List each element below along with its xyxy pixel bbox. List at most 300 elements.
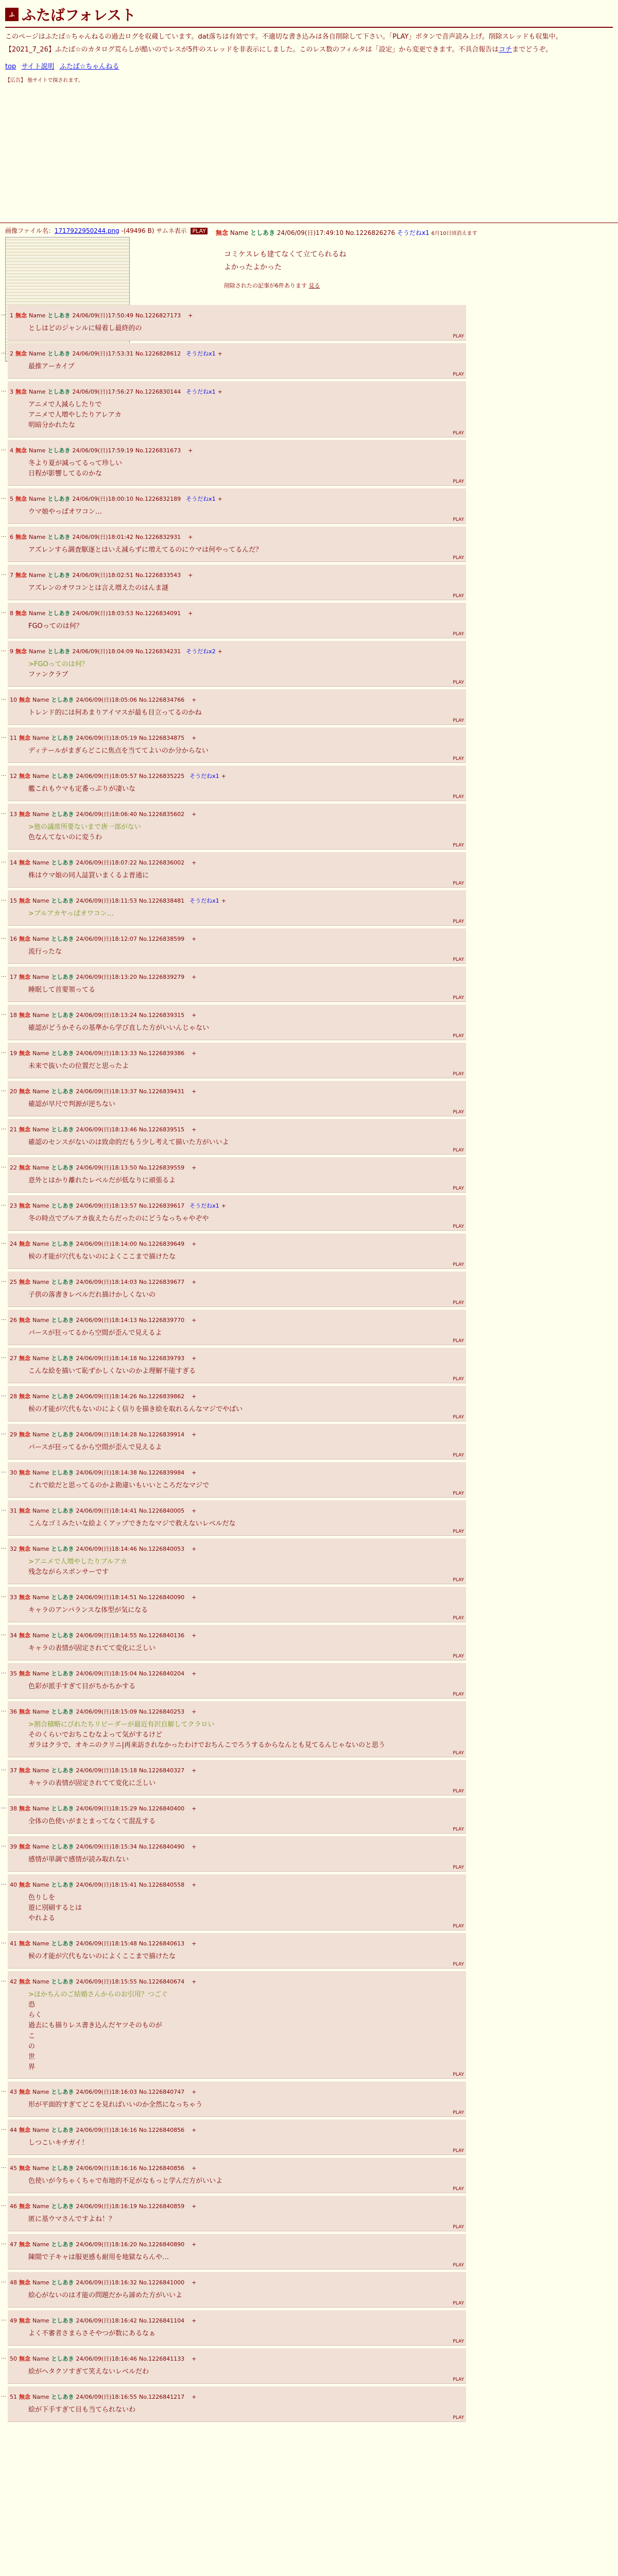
reply-date: 24/06/09(日)18:06:40 bbox=[76, 811, 137, 818]
reply-play-button[interactable]: PLAY bbox=[453, 594, 464, 599]
reply-line: 形が平面的すぎてどこを見ればいいのか全然になっちゃう bbox=[28, 2101, 203, 2109]
reply-plus[interactable]: + bbox=[192, 1050, 197, 1057]
reply-no[interactable]: No.1226839649 bbox=[139, 1241, 185, 1247]
op-deleted-note-link[interactable]: 見る bbox=[308, 282, 320, 289]
nav-futaba-link[interactable]: ふたば☆ちゃんねる bbox=[59, 62, 119, 71]
reply-name: としあき bbox=[51, 811, 74, 818]
reply-body bbox=[28, 1214, 209, 1224]
reply-plus[interactable]: + bbox=[188, 572, 193, 579]
reply-no[interactable]: No.1226841104 bbox=[139, 2317, 185, 2324]
reply-header bbox=[10, 1240, 198, 1248]
reply-sodane[interactable]: そうだねx1 bbox=[190, 773, 219, 779]
reply-no[interactable]: No.1226839315 bbox=[139, 1012, 185, 1019]
reply-arrow-icon: … bbox=[1, 1593, 6, 1599]
reply-plus[interactable]: + bbox=[192, 1805, 197, 1812]
reply-arrow-icon: … bbox=[1, 2316, 6, 2322]
reply-header bbox=[10, 1707, 198, 1716]
reply-subject: 無念 bbox=[19, 2089, 30, 2095]
reply-no[interactable]: No.1226841000 bbox=[139, 2279, 185, 2286]
reply-play-button[interactable]: PLAY bbox=[453, 1072, 464, 1077]
reply-arrow-icon: … bbox=[1, 387, 6, 393]
reply-body bbox=[28, 1643, 156, 1654]
reply-no[interactable]: No.1226840253 bbox=[139, 1708, 185, 1715]
reply-arrow-icon: … bbox=[1, 609, 6, 615]
reply-plus[interactable]: + bbox=[192, 2355, 197, 2362]
reply-number: 14 bbox=[10, 859, 17, 866]
report-link[interactable]: コチ bbox=[499, 45, 512, 54]
intro-paragraph-2-text: 【2021_7_26】ふたば☆のカタログ荒らしが酷いのでレスが5件のスレッドを非表示にしました。このレス数のフィルタは「設定」から変更できます。不具合報告は bbox=[5, 45, 499, 54]
reply-play-button[interactable]: PLAY bbox=[453, 1300, 464, 1306]
reply-no[interactable]: No.1226828612 bbox=[135, 350, 181, 357]
reply-play-button[interactable]: PLAY bbox=[453, 1616, 464, 1621]
reply-number: 13 bbox=[10, 811, 17, 818]
reply-play-button[interactable]: PLAY bbox=[453, 1186, 464, 1191]
reply-arrow-icon: … bbox=[1, 2164, 6, 2170]
reply-plus[interactable]: + bbox=[188, 534, 193, 540]
reply-subject: 無念 bbox=[19, 936, 30, 942]
reply-name-label: Name bbox=[32, 1088, 49, 1095]
reply-plus[interactable]: + bbox=[192, 974, 197, 980]
reply-plus[interactable]: + bbox=[192, 2279, 197, 2286]
reply-date: 24/06/09(日)18:14:46 bbox=[76, 1546, 137, 1552]
reply-number: 45 bbox=[10, 2165, 17, 2172]
reply-post bbox=[1, 1195, 466, 1231]
reply-play-button[interactable]: PLAY bbox=[453, 843, 464, 848]
reply-name-label: Name bbox=[29, 388, 46, 395]
reply-date: 24/06/09(日)18:13:33 bbox=[76, 1050, 137, 1057]
reply-header bbox=[10, 1087, 198, 1095]
reply-play-button[interactable]: PLAY bbox=[453, 756, 464, 761]
reply-play-button[interactable]: PLAY bbox=[453, 1262, 464, 1267]
reply-header bbox=[10, 1125, 198, 1133]
reply-header bbox=[10, 609, 195, 617]
reply-name: としあき bbox=[51, 1940, 74, 1947]
reply-name-label: Name bbox=[32, 2279, 49, 2286]
reply-no[interactable]: No.1226840204 bbox=[139, 1670, 185, 1677]
reply-header bbox=[10, 810, 198, 818]
reply-name: としあき bbox=[51, 1202, 74, 1209]
op-play-button[interactable]: PLAY bbox=[191, 228, 207, 234]
reply-play-button[interactable]: PLAY bbox=[453, 995, 464, 1001]
reply-subject: 無念 bbox=[19, 1431, 30, 1438]
reply-no[interactable]: No.1226830144 bbox=[135, 388, 181, 395]
reply-plus[interactable]: + bbox=[217, 496, 222, 502]
reply-date: 24/06/09(日)18:13:57 bbox=[76, 1202, 137, 1209]
reply-play-button[interactable]: PLAY bbox=[453, 794, 464, 800]
reply-number: 17 bbox=[10, 974, 17, 980]
reply-sodane[interactable]: そうだねx1 bbox=[190, 1202, 219, 1209]
reply-no[interactable]: No.1226840490 bbox=[139, 1843, 185, 1850]
reply-line: これで絵だと思ってるのかよ勘違いもいいところだなマジで bbox=[28, 1482, 210, 1489]
reply-number: 4 bbox=[10, 447, 13, 454]
reply-no[interactable]: No.1226839431 bbox=[139, 1088, 185, 1095]
reply-name-label: Name bbox=[32, 936, 49, 942]
reply-no[interactable]: No.1226834091 bbox=[135, 610, 181, 617]
reply-plus[interactable]: + bbox=[217, 350, 222, 357]
reply-no[interactable]: No.1226827173 bbox=[135, 312, 181, 319]
reply-subject: 無念 bbox=[19, 2394, 30, 2400]
reply-play-button[interactable]: PLAY bbox=[453, 1453, 464, 1458]
reply-play-button[interactable]: PLAY bbox=[453, 1033, 464, 1039]
reply-play-button[interactable]: PLAY bbox=[453, 1377, 464, 1382]
reply-post bbox=[1, 488, 466, 524]
reply-post bbox=[1, 1272, 466, 1307]
reply-no[interactable]: No.1226839770 bbox=[139, 1317, 185, 1324]
reply-sodane[interactable]: そうだねx1 bbox=[186, 496, 216, 502]
nav-about-link[interactable]: サイト説明 bbox=[21, 62, 55, 71]
reply-plus[interactable]: + bbox=[221, 773, 226, 779]
reply-play-button[interactable]: PLAY bbox=[453, 2110, 464, 2115]
reply-line: 感情が単調で感情が読み取れない bbox=[28, 1856, 129, 1863]
reply-play-button[interactable]: PLAY bbox=[453, 919, 464, 924]
reply-no[interactable]: No.1226838481 bbox=[139, 897, 185, 904]
reply-play-button[interactable]: PLAY bbox=[453, 1338, 464, 1344]
reply-no[interactable]: No.1226840327 bbox=[139, 1767, 185, 1774]
intro-paragraph-1: このページはふたば☆ちゃんねるの過去ログを収蔵しています。dat落ちは有効です。不適切な書き込みは各自削除して下さい。「PLAY」ボタンで音声読み上げ。削除スレッドも収集中。 bbox=[5, 33, 562, 41]
reply-line: 絵心がないのは才能の問題だから諦めた方がいいよ bbox=[28, 2292, 183, 2299]
reply-subject: 無念 bbox=[19, 1708, 30, 1715]
reply-name-label: Name bbox=[29, 496, 46, 502]
reply-no[interactable]: No.1226832189 bbox=[135, 496, 181, 502]
reply-subject: 無念 bbox=[19, 1805, 30, 1812]
reply-subject: 無念 bbox=[19, 2203, 30, 2210]
reply-post bbox=[1, 2196, 466, 2231]
reply-line: 未来で抜いたの位置だと思ったよ bbox=[28, 1062, 129, 1070]
reply-sodane[interactable]: そうだねx1 bbox=[190, 897, 219, 904]
reply-body bbox=[28, 659, 89, 680]
reply-play-button[interactable]: PLAY bbox=[453, 1224, 464, 1229]
nav-top-link[interactable]: top bbox=[5, 62, 16, 71]
reply-plus[interactable]: + bbox=[192, 2241, 197, 2248]
reply-plus[interactable]: + bbox=[192, 2089, 197, 2095]
reply-body bbox=[28, 2405, 135, 2415]
reply-sodane[interactable]: そうだねx2 bbox=[186, 648, 216, 655]
reply-plus[interactable]: + bbox=[192, 2203, 197, 2210]
reply-date: 24/06/09(日)18:04:09 bbox=[72, 648, 133, 655]
reply-subject: 無念 bbox=[19, 859, 30, 866]
reply-plus[interactable]: + bbox=[192, 1708, 197, 1715]
site-logo[interactable]: ふ bbox=[5, 8, 19, 21]
reply-play-button[interactable]: PLAY bbox=[453, 2148, 464, 2154]
reply-date: 24/06/09(日)18:14:03 bbox=[76, 1279, 137, 1285]
reply-subject: 無念 bbox=[19, 2165, 30, 2172]
reply-plus[interactable]: + bbox=[188, 447, 193, 454]
reply-plus[interactable]: + bbox=[192, 2127, 197, 2133]
reply-plus[interactable]: + bbox=[192, 1355, 197, 1362]
reply-no[interactable]: No.1226840890 bbox=[139, 2241, 185, 2248]
reply-number: 12 bbox=[10, 773, 17, 779]
reply-plus[interactable]: + bbox=[192, 1469, 197, 1476]
reply-play-button[interactable]: PLAY bbox=[453, 479, 464, 484]
reply-line: 候の才能が穴代もないのによくここまで描けたな bbox=[28, 1953, 176, 1960]
reply-play-button[interactable]: PLAY bbox=[453, 718, 464, 723]
reply-play-button[interactable]: PLAY bbox=[453, 2187, 464, 2192]
reply-no[interactable]: No.1226839677 bbox=[139, 1279, 185, 1285]
reply-arrow-icon: … bbox=[1, 1631, 6, 1637]
reply-plus[interactable]: + bbox=[192, 1767, 197, 1774]
reply-name: としあき bbox=[47, 648, 71, 655]
reply-play-button[interactable]: PLAY bbox=[453, 2415, 464, 2420]
reply-name: としあき bbox=[47, 496, 71, 502]
reply-plus[interactable]: + bbox=[192, 1126, 197, 1133]
reply-subject: 無念 bbox=[19, 1126, 30, 1133]
reply-number: 46 bbox=[10, 2203, 17, 2210]
reply-no[interactable]: No.1226840400 bbox=[139, 1805, 185, 1812]
reply-no[interactable]: No.1226835225 bbox=[139, 773, 185, 779]
reply-plus[interactable]: + bbox=[192, 1012, 197, 1019]
reply-date: 24/06/09(日)18:14:38 bbox=[76, 1469, 137, 1476]
reply-play-button[interactable]: PLAY bbox=[453, 632, 464, 637]
reply-arrow-icon: … bbox=[1, 1545, 6, 1550]
reply-play-button[interactable]: PLAY bbox=[453, 1827, 464, 1832]
reply-play-button[interactable]: PLAY bbox=[453, 1692, 464, 1697]
reply-plus[interactable]: + bbox=[192, 1164, 197, 1171]
reply-body bbox=[28, 1519, 235, 1529]
reply-body bbox=[28, 1443, 162, 1453]
reply-no[interactable]: No.1226839914 bbox=[139, 1431, 185, 1438]
reply-play-button[interactable]: PLAY bbox=[453, 1751, 464, 1756]
reply-sodane[interactable]: そうだねx1 bbox=[186, 388, 216, 395]
reply-play-button[interactable]: PLAY bbox=[453, 431, 464, 436]
reply-no[interactable]: No.1226834231 bbox=[135, 648, 181, 655]
reply-line: 艦これもウマも定番っぷりが凄いな bbox=[28, 785, 136, 793]
reply-number: 11 bbox=[10, 735, 17, 741]
reply-plus[interactable]: + bbox=[192, 936, 197, 942]
reply-post bbox=[1, 1587, 466, 1622]
reply-plus[interactable]: + bbox=[192, 1241, 197, 1247]
reply-name: としあき bbox=[47, 350, 71, 357]
reply-no[interactable]: No.1226839984 bbox=[139, 1469, 185, 1476]
reply-play-button[interactable]: PLAY bbox=[453, 1148, 464, 1153]
reply-play-button[interactable]: PLAY bbox=[453, 555, 464, 561]
reply-no[interactable]: No.1226839279 bbox=[139, 974, 185, 980]
reply-name: としあき bbox=[51, 735, 74, 741]
reply-play-button[interactable]: PLAY bbox=[453, 1865, 464, 1870]
reply-play-button[interactable]: PLAY bbox=[453, 1789, 464, 1794]
reply-body bbox=[28, 2176, 222, 2187]
reply-plus[interactable]: + bbox=[192, 1431, 197, 1438]
reply-arrow-icon: … bbox=[1, 1201, 6, 1207]
reply-no[interactable]: No.1226840558 bbox=[139, 1882, 185, 1888]
reply-name: としあき bbox=[51, 1012, 74, 1019]
reply-no[interactable]: No.1226835602 bbox=[139, 811, 185, 818]
reply-no[interactable]: No.1226840005 bbox=[139, 1507, 185, 1514]
reply-no[interactable]: No.1226833543 bbox=[135, 572, 181, 579]
reply-play-button[interactable]: PLAY bbox=[453, 517, 464, 522]
reply-line: そのくらいでおちこむなよって気がするけど bbox=[28, 1731, 163, 1739]
reply-play-button[interactable]: PLAY bbox=[453, 1924, 464, 1929]
reply-plus[interactable]: + bbox=[192, 1632, 197, 1639]
reply-sodane[interactable]: そうだねx1 bbox=[186, 350, 216, 357]
reply-no[interactable]: No.1226840053 bbox=[139, 1546, 185, 1552]
reply-post bbox=[1, 1310, 466, 1345]
reply-arrow-icon: … bbox=[1, 2393, 6, 2398]
reply-play-button[interactable]: PLAY bbox=[453, 1654, 464, 1659]
reply-no[interactable]: No.1226839515 bbox=[139, 1126, 185, 1133]
reply-name-label: Name bbox=[32, 2317, 49, 2324]
reply-subject: 無念 bbox=[19, 974, 30, 980]
reply-play-button[interactable]: PLAY bbox=[453, 1962, 464, 1967]
reply-post bbox=[1, 2081, 466, 2117]
op-sodane[interactable]: そうだねx1 bbox=[397, 229, 430, 236]
reply-header bbox=[10, 1939, 198, 1947]
reply-plus[interactable]: + bbox=[192, 1393, 197, 1400]
reply-number: 16 bbox=[10, 936, 17, 942]
reply-plus[interactable]: + bbox=[192, 2394, 197, 2400]
reply-no[interactable]: No.1226831673 bbox=[135, 447, 181, 454]
reply-play-button[interactable]: PLAY bbox=[453, 680, 464, 685]
reply-name-label: Name bbox=[32, 1708, 49, 1715]
reply-plus[interactable]: + bbox=[192, 2165, 197, 2172]
reply-date: 24/06/09(日)18:05:19 bbox=[76, 735, 137, 741]
reply-header bbox=[10, 2164, 198, 2172]
reply-plus[interactable]: + bbox=[192, 1882, 197, 1888]
reply-plus[interactable]: + bbox=[192, 1546, 197, 1552]
reply-body bbox=[28, 985, 95, 995]
reply-play-button[interactable]: PLAY bbox=[453, 1529, 464, 1534]
reply-no[interactable]: No.1226840747 bbox=[139, 2089, 185, 2095]
reply-body bbox=[28, 2367, 149, 2377]
reply-plus[interactable]: + bbox=[192, 1940, 197, 1947]
reply-header bbox=[10, 1354, 198, 1362]
reply-play-button[interactable]: PLAY bbox=[453, 957, 464, 962]
reply-plus[interactable]: + bbox=[217, 648, 222, 655]
reply-header bbox=[10, 2393, 198, 2401]
op-no[interactable]: No.1226826276 bbox=[345, 229, 396, 236]
reply-subject: 無念 bbox=[19, 1594, 30, 1601]
op-body-line: コミケスレも建てなくて立てられるね bbox=[224, 250, 347, 259]
reply-header bbox=[10, 1880, 198, 1889]
reply-plus[interactable]: + bbox=[192, 697, 197, 703]
reply-play-button[interactable]: PLAY bbox=[453, 1415, 464, 1420]
reply-no[interactable]: No.1226841217 bbox=[139, 2394, 185, 2400]
reply-no[interactable]: No.1226839386 bbox=[139, 1050, 185, 1057]
reply-play-button[interactable]: PLAY bbox=[453, 334, 464, 339]
reply-subject: 無念 bbox=[19, 1355, 30, 1362]
reply-header bbox=[10, 772, 228, 780]
reply-name-label: Name bbox=[32, 1978, 49, 1985]
reply-plus[interactable]: + bbox=[192, 1317, 197, 1324]
reply-subject: 無念 bbox=[19, 1507, 30, 1514]
reply-play-button[interactable]: PLAY bbox=[453, 372, 464, 377]
reply-header bbox=[10, 1430, 198, 1438]
reply-play-button[interactable]: PLAY bbox=[453, 2225, 464, 2230]
reply-date: 24/06/09(日)18:15:29 bbox=[76, 1805, 137, 1812]
reply-plus[interactable]: + bbox=[192, 1843, 197, 1850]
reply-no[interactable]: No.1226840613 bbox=[139, 1940, 185, 1947]
reply-plus[interactable]: + bbox=[217, 388, 222, 395]
reply-play-button[interactable]: PLAY bbox=[453, 1491, 464, 1496]
reply-plus[interactable]: + bbox=[188, 312, 193, 319]
reply-date: 24/06/09(日)18:15:55 bbox=[76, 1978, 137, 1985]
reply-plus[interactable]: + bbox=[192, 1594, 197, 1601]
reply-play-button[interactable]: PLAY bbox=[453, 2301, 464, 2306]
reply-no[interactable]: No.1226840856 bbox=[139, 2165, 185, 2172]
reply-play-button[interactable]: PLAY bbox=[453, 2072, 464, 2077]
reply-body bbox=[28, 1290, 156, 1300]
reply-play-button[interactable]: PLAY bbox=[453, 2339, 464, 2344]
reply-plus[interactable]: + bbox=[221, 1202, 226, 1209]
reply-number: 38 bbox=[10, 1805, 17, 1812]
reply-no[interactable]: No.1226832931 bbox=[135, 534, 181, 540]
reply-name-label: Name bbox=[29, 447, 46, 454]
reply-no[interactable]: No.1226839793 bbox=[139, 1355, 185, 1362]
reply-number: 9 bbox=[10, 648, 13, 655]
reply-play-button[interactable]: PLAY bbox=[453, 1110, 464, 1115]
reply-no[interactable]: No.1226840674 bbox=[139, 1978, 185, 1985]
reply-plus[interactable]: + bbox=[192, 1088, 197, 1095]
reply-plus[interactable]: + bbox=[192, 1279, 197, 1285]
reply-post bbox=[1, 1538, 466, 1584]
reply-no[interactable]: No.1226840090 bbox=[139, 1594, 185, 1601]
reply-arrow-icon: … bbox=[1, 734, 6, 739]
reply-no[interactable]: No.1226839559 bbox=[139, 1164, 185, 1171]
reply-plus[interactable]: + bbox=[221, 897, 226, 904]
reply-name: としあき bbox=[51, 859, 74, 866]
reply-name: としあき bbox=[47, 572, 71, 579]
reply-play-button[interactable]: PLAY bbox=[453, 1578, 464, 1583]
reply-no[interactable]: No.1226836002 bbox=[139, 859, 185, 866]
op-file-link[interactable]: 1717922950244.png bbox=[54, 227, 119, 234]
reply-date: 24/06/09(日)17:59:19 bbox=[72, 447, 133, 454]
reply-line: ファンクラブ bbox=[28, 671, 68, 679]
reply-no[interactable]: No.1226840859 bbox=[139, 2203, 185, 2210]
reply-name: としあき bbox=[51, 1126, 74, 1133]
reply-no[interactable]: No.1226839862 bbox=[139, 1393, 185, 1400]
reply-plus[interactable]: + bbox=[192, 1507, 197, 1514]
reply-plus[interactable]: + bbox=[192, 1978, 197, 1985]
reply-play-button[interactable]: PLAY bbox=[453, 2377, 464, 2382]
reply-no[interactable]: No.1226841133 bbox=[139, 2355, 185, 2362]
reply-plus[interactable]: + bbox=[192, 2317, 197, 2324]
reply-no[interactable]: No.1226834766 bbox=[139, 697, 185, 703]
reply-date: 24/06/09(日)18:16:46 bbox=[76, 2355, 137, 2362]
reply-plus[interactable]: + bbox=[192, 811, 197, 818]
reply-date: 24/06/09(日)18:14:51 bbox=[76, 1594, 137, 1601]
reply-post bbox=[1, 1798, 466, 1834]
reply-subject: 無念 bbox=[19, 1164, 30, 1171]
reply-number: 19 bbox=[10, 1050, 17, 1057]
reply-arrow-icon: … bbox=[1, 1354, 6, 1360]
reply-plus[interactable]: + bbox=[192, 859, 197, 866]
reply-subject: 無念 bbox=[19, 1050, 30, 1057]
reply-no[interactable]: No.1226840856 bbox=[139, 2127, 185, 2133]
reply-name-label: Name bbox=[29, 350, 46, 357]
reply-plus[interactable]: + bbox=[192, 1670, 197, 1677]
reply-date: 24/06/09(日)18:13:46 bbox=[76, 1126, 137, 1133]
reply-name-label: Name bbox=[32, 1393, 49, 1400]
reply-subject: 無念 bbox=[19, 1940, 30, 1947]
reply-plus[interactable]: + bbox=[188, 610, 193, 617]
reply-play-button[interactable]: PLAY bbox=[453, 881, 464, 886]
reply-plus[interactable]: + bbox=[192, 735, 197, 741]
reply-body bbox=[28, 1481, 209, 1491]
reply-no[interactable]: No.1226839617 bbox=[139, 1202, 185, 1209]
reply-subject: 無念 bbox=[19, 1978, 30, 1985]
reply-name-label: Name bbox=[32, 1279, 49, 1285]
reply-number: 43 bbox=[10, 2089, 17, 2095]
reply-body bbox=[28, 1099, 115, 1110]
reply-body bbox=[28, 507, 102, 517]
reply-line: こんなゴミみたいな絵よくアップできたなマジで救えないレベルだな bbox=[28, 1520, 236, 1528]
reply-no[interactable]: No.1226834875 bbox=[139, 735, 185, 741]
reply-no[interactable]: No.1226838599 bbox=[139, 936, 185, 942]
reply-no[interactable]: No.1226840136 bbox=[139, 1632, 185, 1639]
reply-body bbox=[28, 1720, 385, 1751]
reply-body bbox=[28, 1682, 135, 1692]
reply-name-label: Name bbox=[32, 2241, 49, 2248]
reply-play-button[interactable]: PLAY bbox=[453, 2263, 464, 2268]
